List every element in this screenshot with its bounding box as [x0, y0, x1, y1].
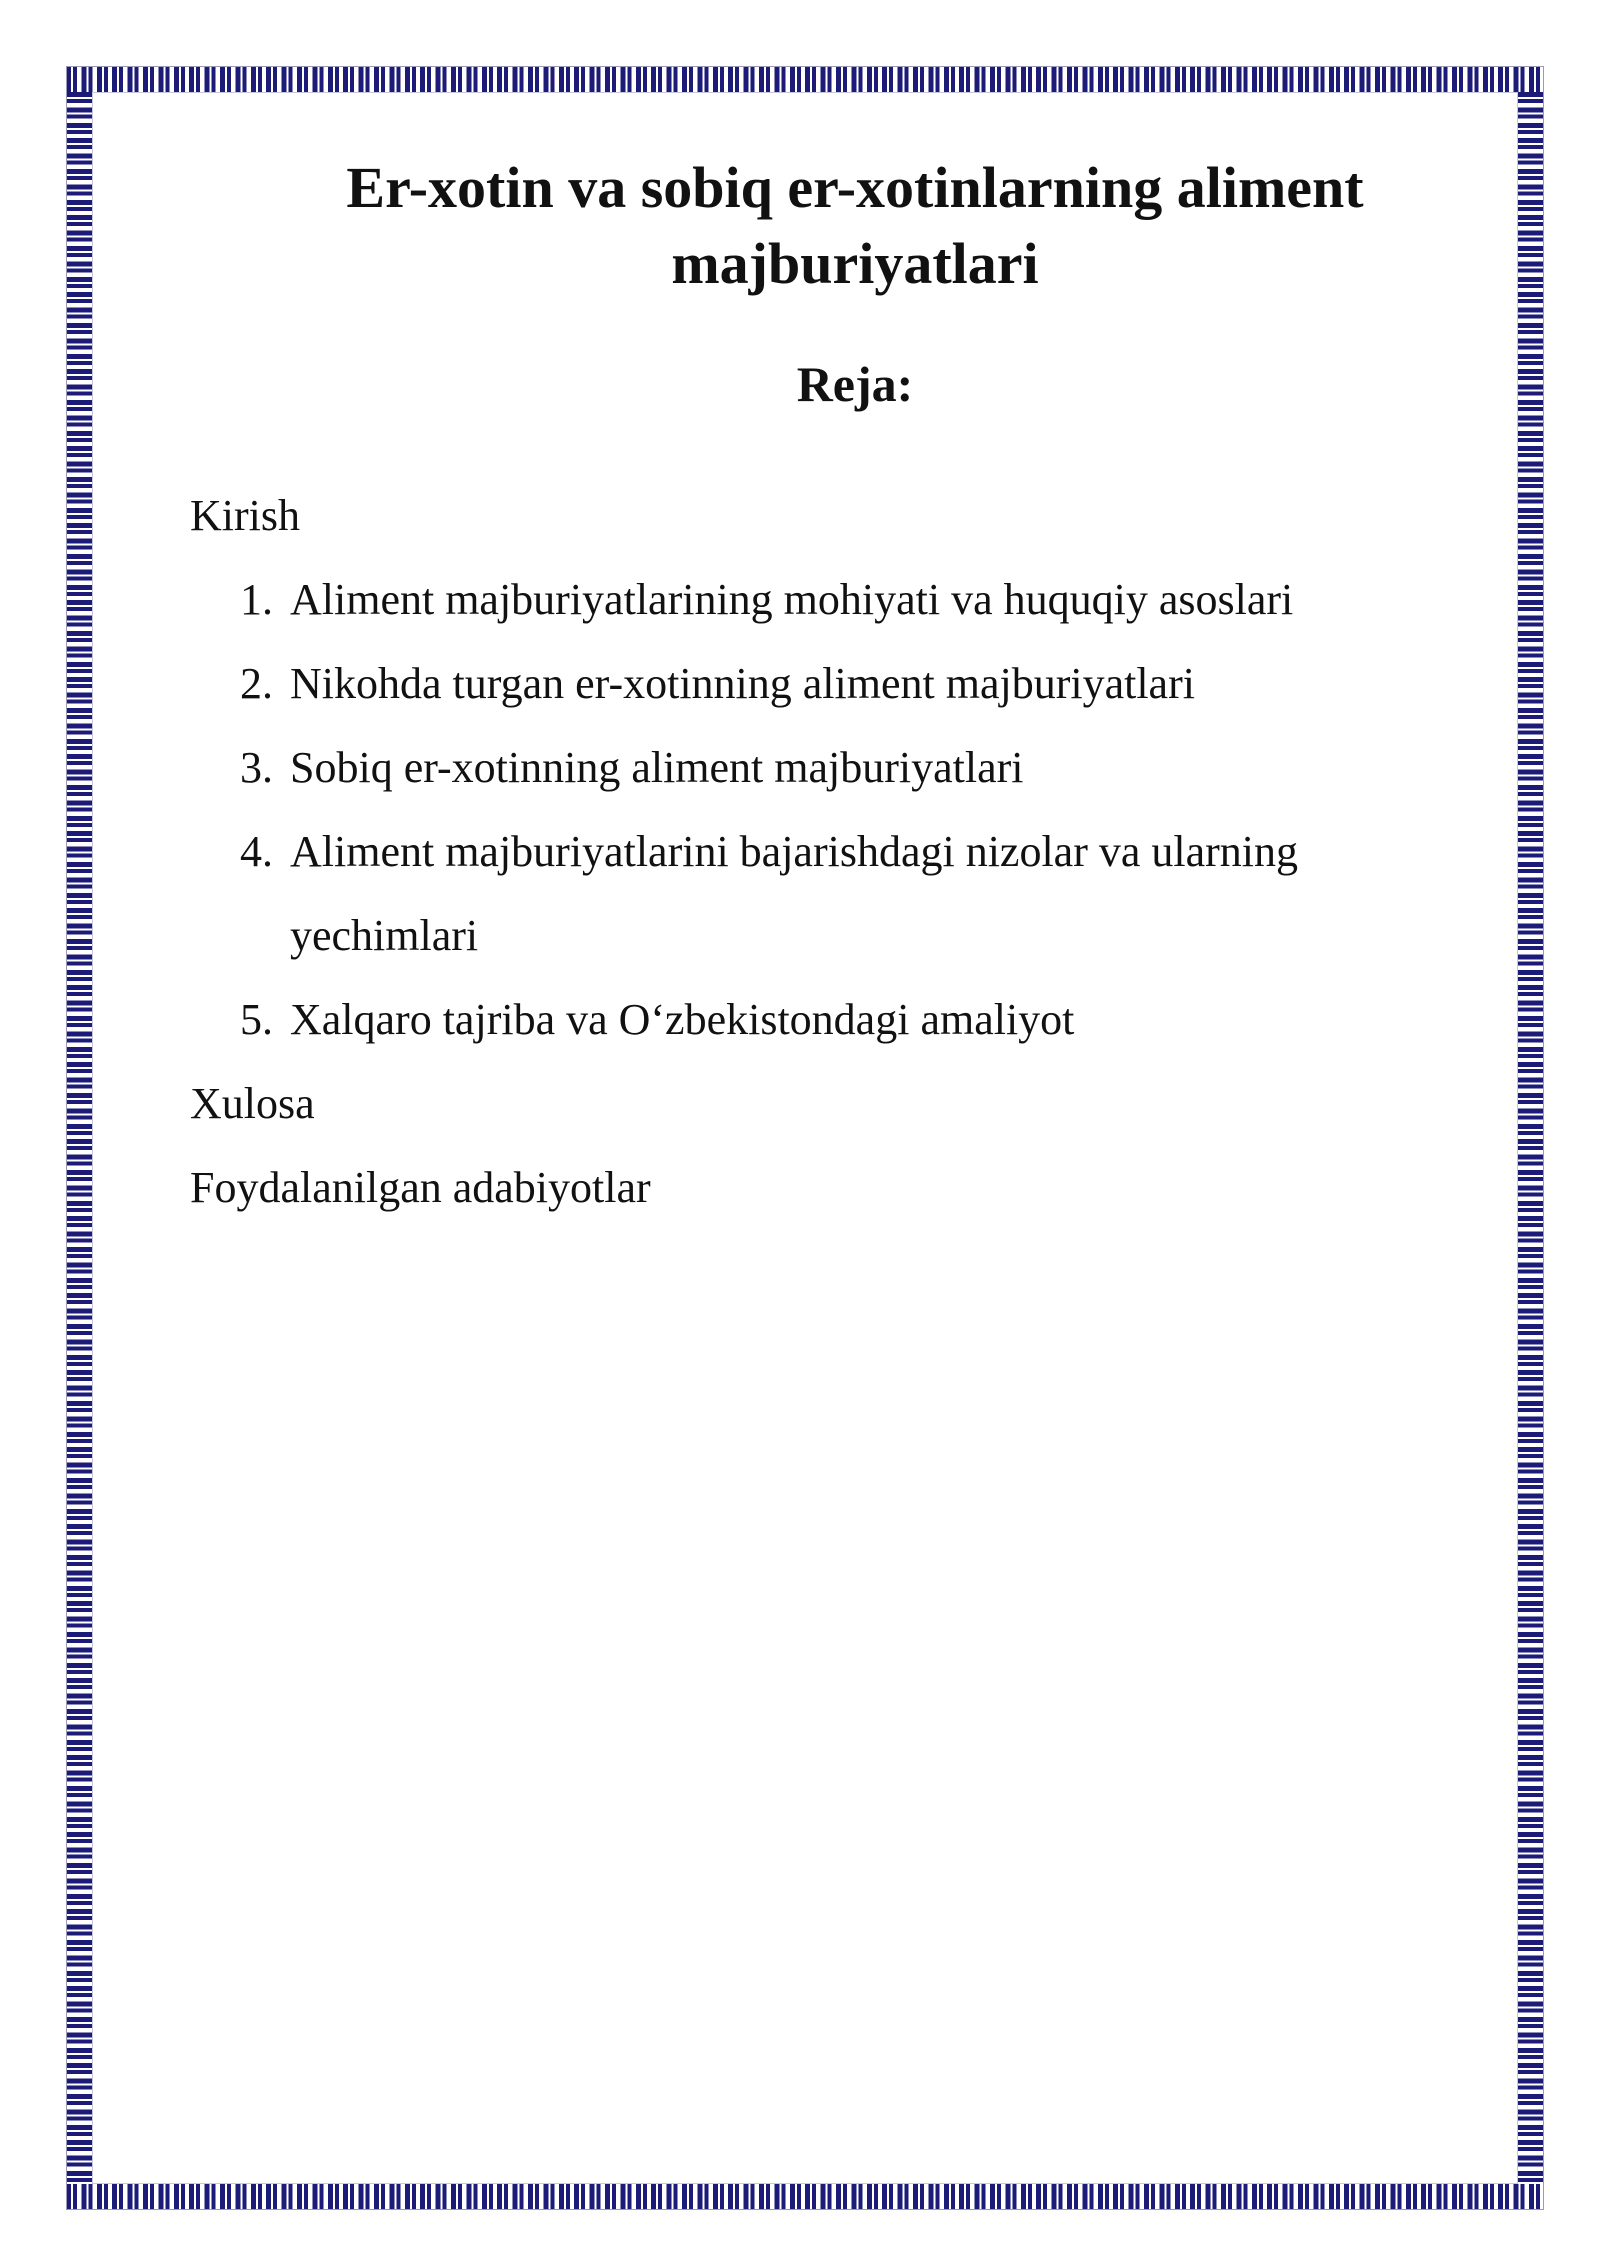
list-item — [240, 558, 1480, 642]
document-body — [190, 150, 1480, 1230]
list-item — [240, 726, 1480, 810]
toc-references: Foydalanilgan adabiyotlar — [190, 1163, 651, 1212]
toc-list — [190, 558, 1480, 1062]
toc-intro: Kirish — [190, 491, 300, 540]
list-item-number: 1. — [240, 575, 273, 624]
list-item-text: Aliment majburiyatlarini bajarishdagi nizolar va ularning yechimlari — [290, 827, 1299, 960]
toc-conclusion: Xulosa — [190, 1079, 315, 1128]
plan-heading: Reja: — [796, 356, 914, 412]
list-item — [240, 978, 1480, 1062]
list-item — [240, 642, 1480, 726]
list-item-number: 2. — [240, 659, 273, 708]
list-item-number: 5. — [240, 995, 273, 1044]
list-item — [240, 810, 1480, 978]
table-of-contents — [190, 474, 1480, 1230]
list-item-text: Xalqaro tajriba va O‘zbekistondagi amaliyot — [290, 995, 1075, 1044]
list-item-number: 4. — [240, 827, 273, 876]
document-title: Er-xotin va sobiq er-xotinlarning aliment majburiyatlari — [346, 155, 1364, 296]
list-item-text: Sobiq er-xotinning aliment majburiyatlari — [290, 743, 1024, 792]
list-item-number: 3. — [240, 743, 273, 792]
list-item-text: Nikohda turgan er-xotinning aliment majburiyatlari — [290, 659, 1195, 708]
list-item-text: Aliment majburiyatlarining mohiyati va huquqiy asoslari — [290, 575, 1294, 624]
